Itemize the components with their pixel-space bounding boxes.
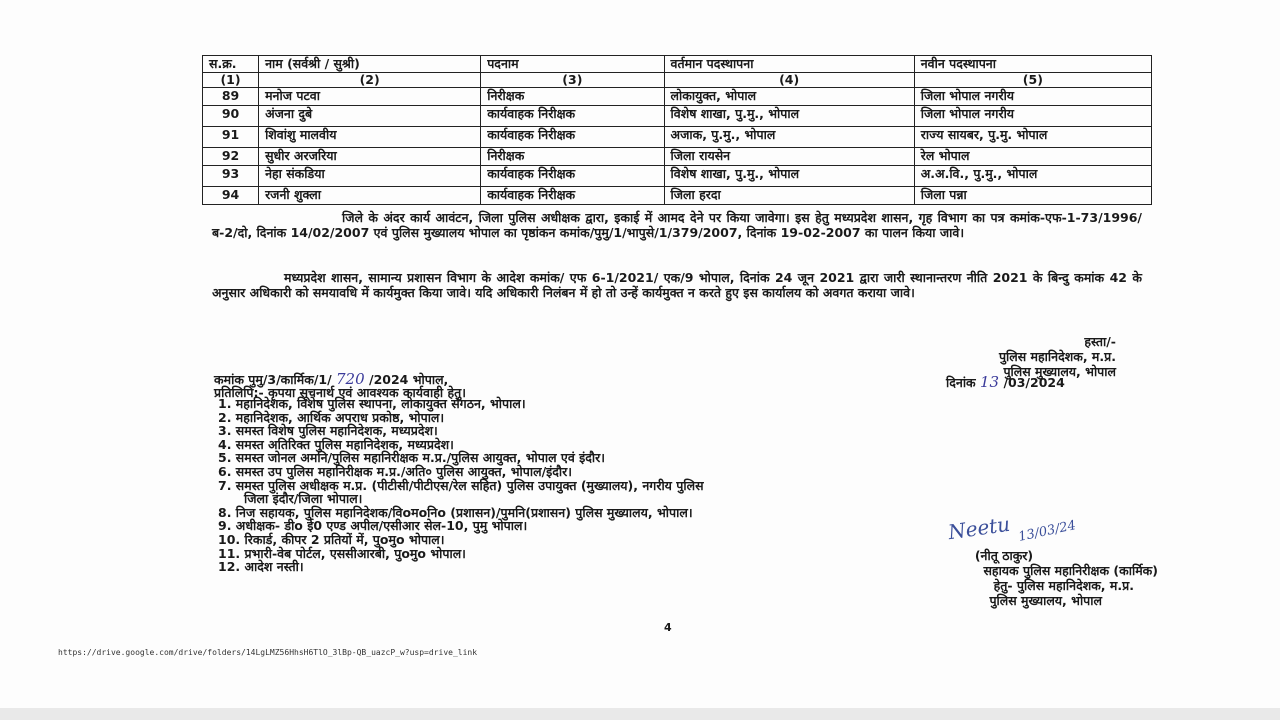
cell-sn: 94 xyxy=(203,187,259,205)
signatory-office: पुलिस मुख्यालय, भोपाल xyxy=(989,593,1102,608)
header-name: नाम (सर्वश्री / सुश्री) xyxy=(259,56,481,73)
list-item: 12. आदेश नस्ती। xyxy=(218,559,304,575)
footer-url: https://drive.google.com/drive/folders/14LgLMZ56HhsH6TlO_3lBp-QB_uazcP_w?usp=drive_link xyxy=(58,648,478,657)
cell-post: कार्यवाहक निरीक्षक xyxy=(481,166,664,187)
order-prefix: कमांक पुमु/3/कार्मिक/1/ xyxy=(214,372,332,387)
list-item: 5. समस्त जोनल अमनि/पुलिस महानिरीक्षक म.प्र./पुलिस आयुक्त, भोपाल एवं इंदौर। xyxy=(218,450,605,466)
table-row xyxy=(203,148,1152,166)
cell-post: कार्यवाहक निरीक्षक xyxy=(481,187,664,205)
handwritten-signature: Neetu xyxy=(946,511,1012,545)
date-suffix: /03/2024 xyxy=(1003,375,1065,390)
list-item: 3. समस्त विशेष पुलिस महानिदेशक, मध्यप्रदेश। xyxy=(218,423,438,439)
cell-current: अजाक, पु.मु., भोपाल xyxy=(664,127,914,148)
order-handwritten-number: 720 xyxy=(336,370,365,388)
list-item: 8. निज सहायक, पुलिस महानिदेशक/विoमoनिo (प्रशासन)/पुमनि(प्रशासन) पुलिस मुख्यालय, भोपाल। xyxy=(218,504,693,520)
order-date xyxy=(946,375,1065,390)
signed-mark: हस्ता/- xyxy=(1084,334,1116,349)
signatory-title: पुलिस महानिदेशक, म.प्र. xyxy=(998,349,1116,364)
page-number: 4 xyxy=(664,621,672,634)
list-item: जिला इंदौर/जिला भोपाल। xyxy=(244,491,363,507)
colnum: (2) xyxy=(259,73,481,88)
colnum: (1) xyxy=(203,73,259,88)
header-new: नवीन पदस्थापना xyxy=(914,56,1151,73)
cell-sn: 93 xyxy=(203,166,259,187)
cell-current: विशेष शाखा, पु.मु., भोपाल xyxy=(664,106,914,127)
date-handwritten: 13 xyxy=(980,373,1000,391)
cell-new: अ.अ.वि., पु.मु., भोपाल xyxy=(914,166,1151,187)
colnum: (5) xyxy=(914,73,1151,88)
column-number-row xyxy=(203,73,1152,88)
signature-date: 13/03/24 xyxy=(1017,518,1078,545)
header-post: पदनाम xyxy=(481,56,664,73)
cell-name: नेहा संकडिया xyxy=(259,166,481,187)
signatory-name: (नीतू ठाकुर) xyxy=(974,548,1034,563)
date-prefix: दिनांक xyxy=(946,375,976,390)
cell-sn: 90 xyxy=(203,106,259,127)
list-item: 9. अधीक्षक- डीo ई0 एण्ड अपील/एसीआर सेल-10, पुमु भोपाल। xyxy=(218,518,528,534)
instruction-paragraph-2: मध्यप्रदेश शासन, सामान्य प्रशासन विभाग के आदेश कमांक/ एफ 6-1/2021/ एक/9 भोपाल, दिनांक 24 जून 2021 द्वारा जारी स्थानान्तरण नीति 2021 के बिन्दु कमांक 42 के अनुसार अधिकारी को समयावधि में कार्यमुक्त किया जावे। यदि अधिकारी निलंबन में हो तो उन्हें कार्यमुक्त न करते हुए इस कार्यालय को अवगत कराया जावे। xyxy=(212,270,1142,300)
order-suffix: /2024 भोपाल, xyxy=(369,372,449,387)
signatory-for: हेतु- पुलिस महानिदेशक, म.प्र. xyxy=(993,578,1134,593)
cell-post: निरीक्षक xyxy=(481,148,664,166)
cell-new: जिला भोपाल नगरीय xyxy=(914,88,1151,106)
cell-name: सुधीर अरजरिया xyxy=(259,148,481,166)
table-row xyxy=(203,187,1152,205)
cell-name: रजनी शुक्ला xyxy=(259,187,481,205)
cell-sn: 92 xyxy=(203,148,259,166)
cell-name: मनोज पटवा xyxy=(259,88,481,106)
list-item: 4. समस्त अतिरिक्त पुलिस महानिदेशक, मध्यप्रदेश। xyxy=(218,436,454,452)
list-item: 10. रिकार्ड, कीपर 2 प्रतियों में, पुoमुo भोपाल। xyxy=(218,531,445,547)
cell-current: जिला हरदा xyxy=(664,187,914,205)
list-item: 1. महानिदेशक, विशेष पुलिस स्थापना, लोकायुक्त संगठन, भोपाल। xyxy=(218,396,526,411)
signatory-office: पुलिस मुख्यालय, भोपाल xyxy=(1003,364,1116,379)
bottom-edge xyxy=(0,708,1280,720)
table-header-row xyxy=(203,56,1152,73)
table-row xyxy=(203,127,1152,148)
cell-current: विशेष शाखा, पु.मु., भोपाल xyxy=(664,166,914,187)
cell-post: कार्यवाहक निरीक्षक xyxy=(481,127,664,148)
table-row xyxy=(203,88,1152,106)
cell-new: जिला पन्ना xyxy=(914,187,1151,205)
cell-post: कार्यवाहक निरीक्षक xyxy=(481,106,664,127)
list-item: 6. समस्त उप पुलिस महानिरीक्षक म.प्र./अति० पुलिस आयुक्त, भोपाल/इंदौर। xyxy=(218,463,573,479)
header-sn: स.क्र. xyxy=(203,56,259,73)
table-row xyxy=(203,106,1152,127)
list-item: 2. महानिदेशक, आर्थिक अपराध प्रकोष्ठ, भोपाल। xyxy=(218,409,445,425)
cell-new: रेल भोपाल xyxy=(914,148,1151,166)
cell-post: निरीक्षक xyxy=(481,88,664,106)
colnum: (4) xyxy=(664,73,914,88)
header-current: वर्तमान पदस्थापना xyxy=(664,56,914,73)
colnum: (3) xyxy=(481,73,664,88)
aig-signature-block xyxy=(820,548,1158,608)
list-item: 11. प्रभारी-वेब पोर्टल, एससीआरबी, पुoमुo भोपाल। xyxy=(218,545,466,561)
instruction-paragraph-1: जिले के अंदर कार्य आवंटन, जिला पुलिस अधीक्षक द्वारा, इकाई में आमद देने पर किया जावेगा। इस हेतु मध्यप्रदेश शासन, गृह विभाग का पत्र कमांक-एफ-1-73/1996/ ब-2/दो, दिनांक 14/02/2007 एवं पुलिस मुख्यालय भोपाल का पृष्ठांकन कमांक/पुमु/1/भापुसे/1/379/2007, दिनांक 19-02-2007 का पालन किया जावे। xyxy=(212,210,1142,240)
cell-sn: 89 xyxy=(203,88,259,106)
cell-current: लोकायुक्त, भोपाल xyxy=(664,88,914,106)
cell-new: राज्य सायबर, पु.मु. भोपाल xyxy=(914,127,1151,148)
cell-new: जिला भोपाल नगरीय xyxy=(914,106,1151,127)
cell-current: जिला रायसेन xyxy=(664,148,914,166)
cell-sn: 91 xyxy=(203,127,259,148)
signatory-designation: सहायक पुलिस महानिरीक्षक (कार्मिक) xyxy=(983,563,1158,578)
cell-name: अंजना दुबे xyxy=(259,106,481,127)
copy-to-line: प्रतिलिपि:- कृपया सूचनार्थ एवं आवश्यक कार्यवाही हेतु। xyxy=(214,385,466,400)
transfer-table xyxy=(202,55,1152,205)
table-row xyxy=(203,166,1152,187)
list-item: 7. समस्त पुलिस अधीक्षक म.प्र. (पीटीसी/पीटीएस/रेल सहित) पुलिस उपायुक्त (मुख्यालय), नगरीय पुलिस xyxy=(218,477,704,493)
cell-name: शिवांशु मालवीय xyxy=(259,127,481,148)
